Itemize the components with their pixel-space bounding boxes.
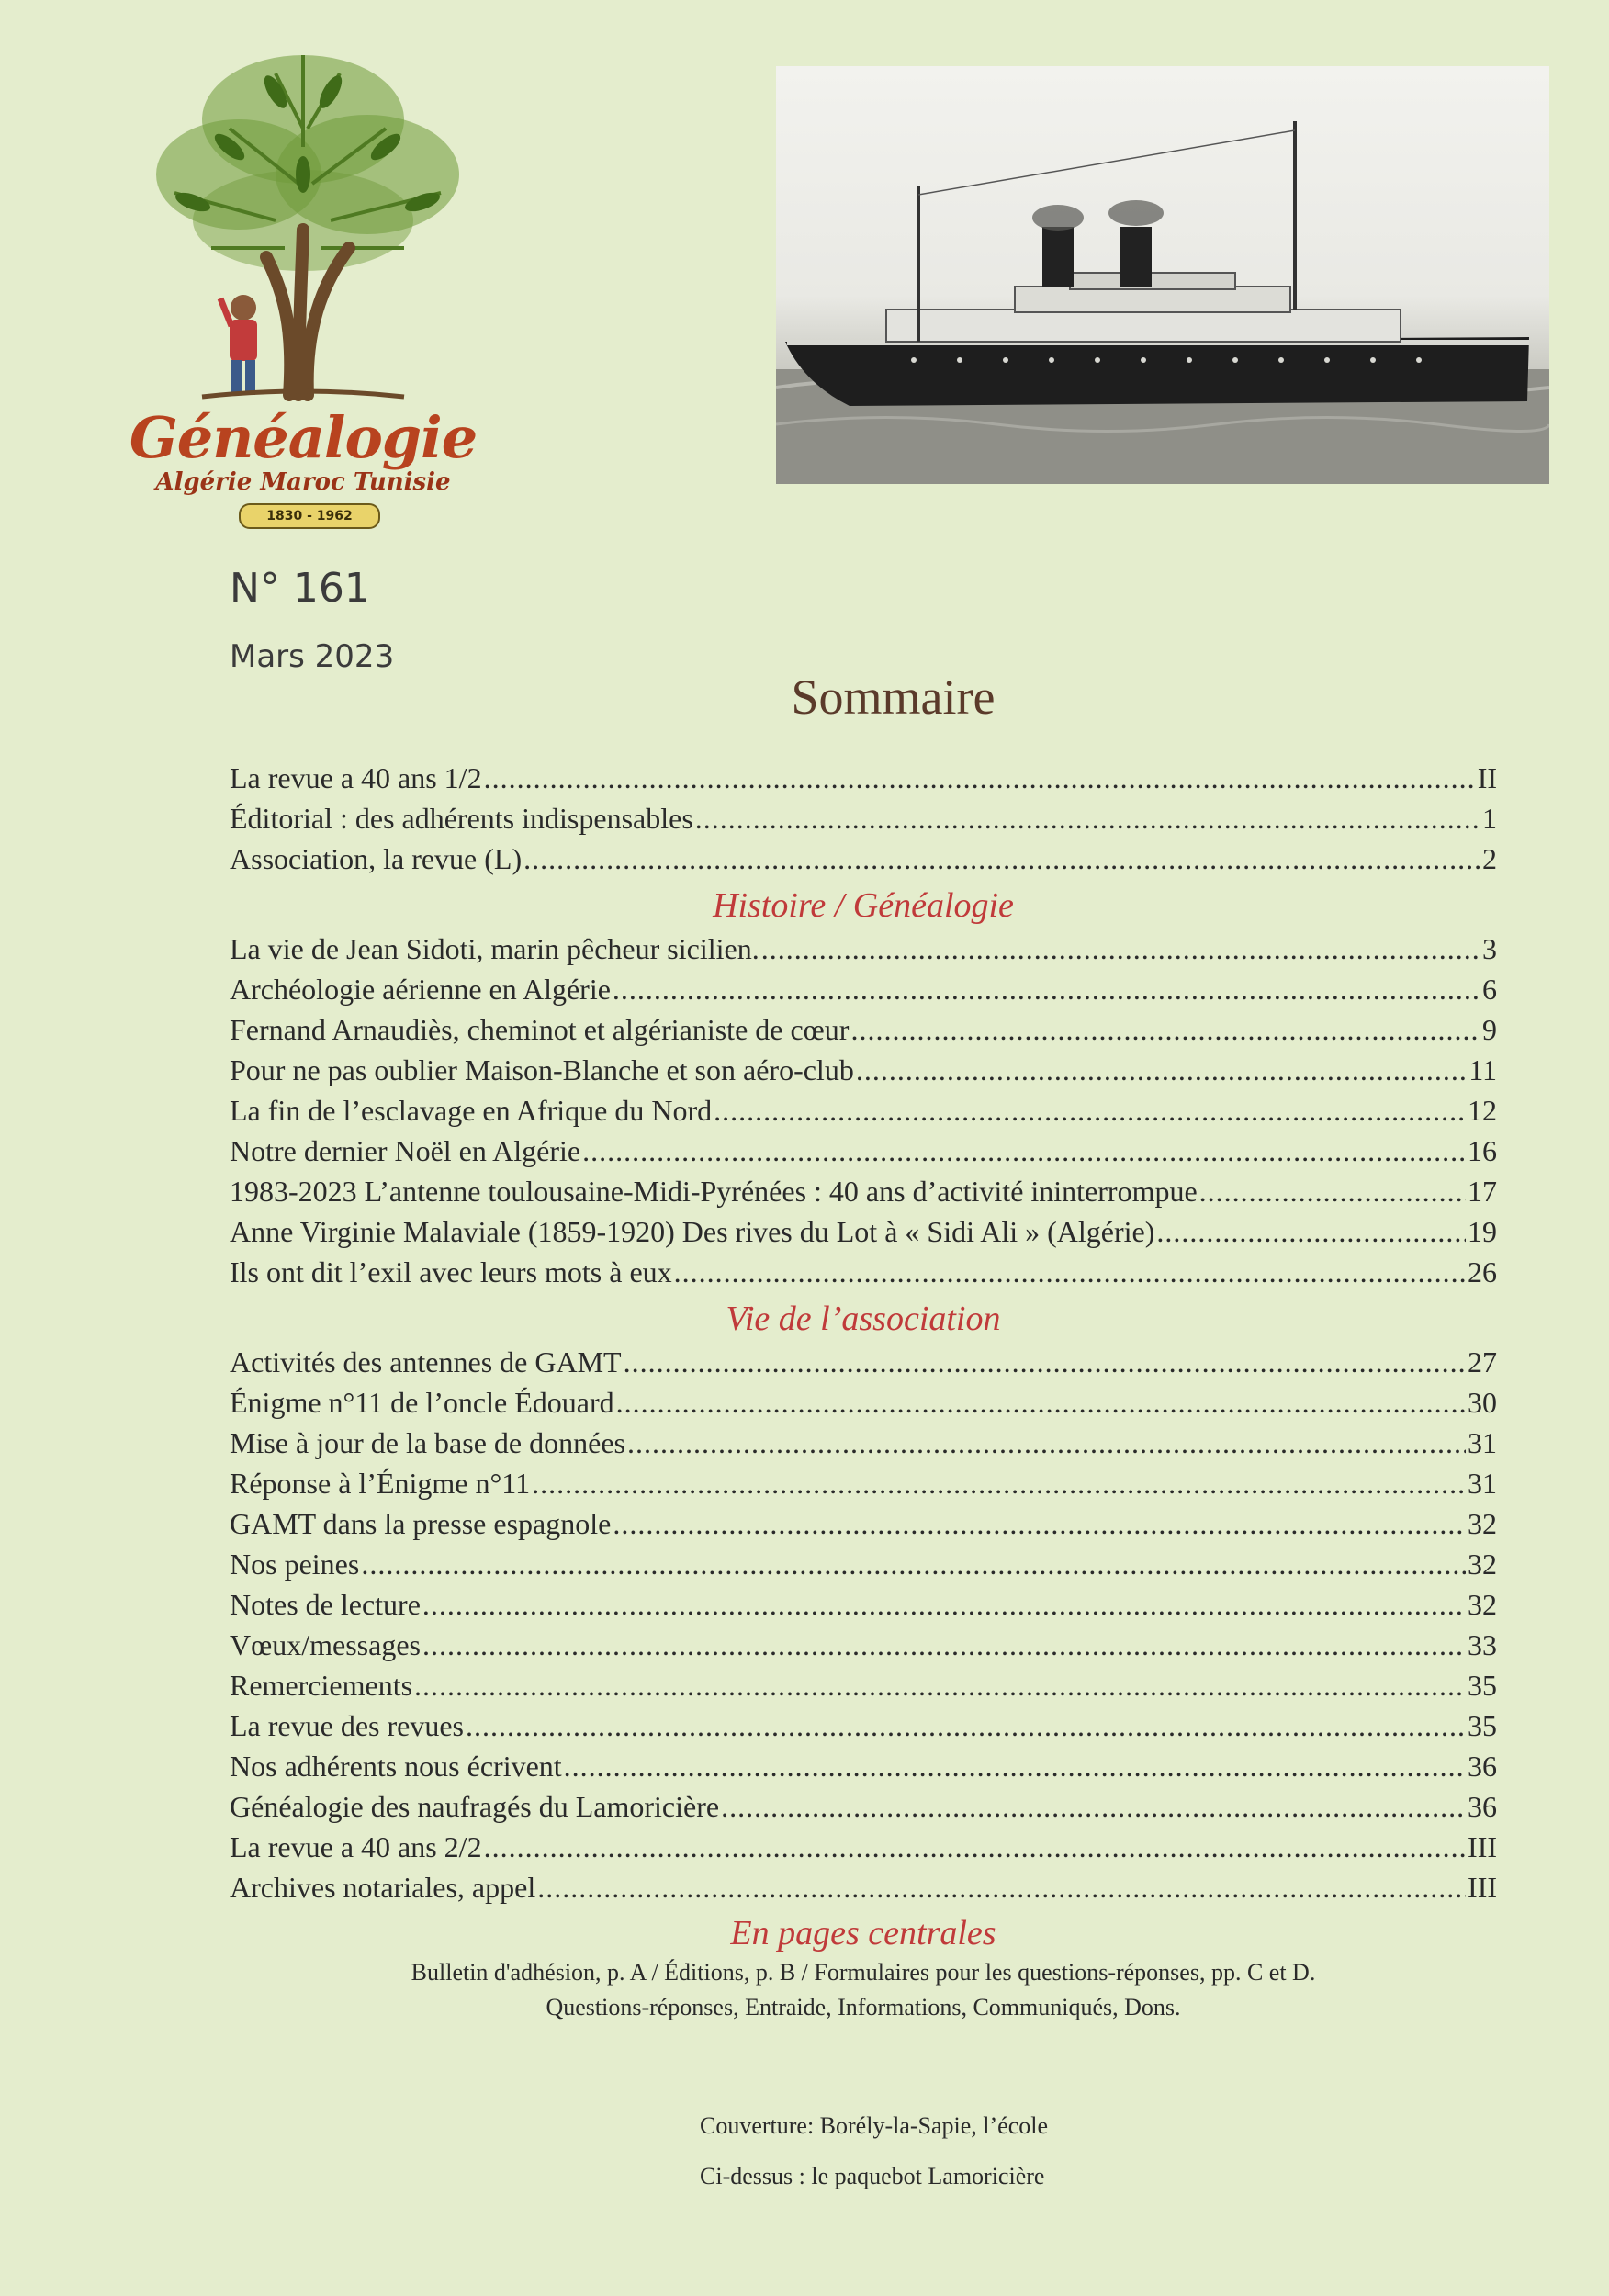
toc-entry-title: Fernand Arnaudiès, cheminot et algérianiste de cœur [230,1013,850,1046]
toc-entry-title: Généalogie des naufragés du Lamoricière [230,1790,720,1823]
toc-leader-dots [532,1463,1466,1503]
centrales-line-2: Questions-réponses, Entraide, Informations, Communiqués, Dons. [546,1994,1181,2020]
child-figure-icon [220,295,257,395]
toc-intro-list [230,758,1497,879]
toc-entry [230,1786,1497,1827]
toc-entry-title: Ils ont dit l’exil avec leurs mots à eux [230,1255,672,1289]
toc-entry-page: 3 [1482,932,1497,965]
toc-leader-dots [414,1665,1466,1705]
toc-entry [230,929,1497,969]
toc-entry [230,1342,1497,1382]
toc-entry-title: Archives notariales, appel [230,1871,536,1904]
toc-leader-dots [613,969,1480,1009]
toc-entry-title: La revue des revues [230,1709,464,1742]
toc-entry-page: 2 [1482,842,1497,875]
toc-leader-dots [616,1382,1466,1423]
toc-entry-title: La vie de Jean Sidoti, marin pêcheur sicilien. [230,932,759,965]
logo-years-banner: 1830 - 1962 [239,503,380,529]
toc-entry-title: Énigme n°11 de l’oncle Édouard [230,1386,614,1419]
toc-entry-page: 36 [1468,1750,1497,1783]
toc-entry-page: 17 [1468,1175,1497,1208]
toc-entry-title: Activités des antennes de GAMT [230,1345,622,1379]
toc-entry-page: 36 [1468,1790,1497,1823]
toc-entry [230,1009,1497,1050]
toc-entry-title: 1983-2023 L’antenne toulousaine-Midi-Pyrénées : 40 ans d’activité ininterrompue [230,1175,1198,1208]
toc-entry-title: Anne Virginie Malaviale (1859-1920) Des rives du Lot à « Sidi Ali » (Algérie) [230,1215,1155,1248]
ship-icon [776,66,1549,484]
toc-entry-title: Mise à jour de la base de données [230,1426,625,1459]
toc-leader-dots [537,1867,1466,1908]
toc-entry [230,1867,1497,1908]
toc-entry-page: 27 [1468,1345,1497,1379]
toc-entry-title: Réponse à l’Énigme n°11 [230,1467,531,1500]
toc-leader-dots [484,758,1476,798]
toc-entry-title: GAMT dans la presse espagnole [230,1507,612,1540]
toc-entry-title: La revue a 40 ans 2/2 [230,1830,482,1863]
section-heading-association: Vie de l’association [726,1300,1001,1338]
toc-entry [230,1090,1497,1131]
toc-leader-dots [613,1503,1466,1544]
toc-entry [230,1503,1497,1544]
toc-entry-page: 30 [1468,1386,1497,1419]
toc-leader-dots [627,1423,1466,1463]
toc-leader-dots [582,1131,1466,1171]
toc-entry-page: III [1468,1871,1497,1904]
toc-leader-dots [466,1705,1466,1746]
toc-entry-page: 32 [1468,1507,1497,1540]
toc-leader-dots [422,1625,1466,1665]
toc-entry-page: 12 [1468,1094,1497,1127]
toc-entry-page: 32 [1468,1588,1497,1621]
toc-entry-title: Association, la revue (L) [230,842,523,875]
toc-entry-title: La fin de l’esclavage en Afrique du Nord [230,1094,713,1127]
toc-entry [230,1211,1497,1252]
toc-entry [230,1665,1497,1705]
toc-entry [230,969,1497,1009]
issue-number: N° 161 [230,565,370,612]
toc-entry [230,798,1497,838]
toc-entry [230,1050,1497,1090]
toc-entry-title: Vœux/messages [230,1628,421,1661]
toc-entry-page: 19 [1468,1215,1497,1248]
table-of-contents [230,758,1497,2025]
toc-histoire-list [230,929,1497,1292]
ocean-liner-photo [776,66,1549,484]
section-heading-histoire: Histoire / Généalogie [713,886,1014,925]
toc-entry [230,758,1497,798]
issue-date: Mars 2023 [230,638,395,675]
centrales-line-1: Bulletin d'adhésion, p. A / Éditions, p. B / Formulaires pour les questions-réponses, pp. C et D. [411,1959,1316,1986]
olive-tree-icon [92,37,514,404]
sommaire-title: Sommaire [791,670,996,725]
toc-entry [230,838,1497,879]
toc-entry-title: Nos adhérents nous écrivent [230,1750,562,1783]
toc-entry-page: 11 [1468,1053,1497,1086]
toc-entry-title: Nos peines [230,1548,360,1581]
toc-leader-dots [721,1786,1466,1827]
logo-subtitle: Algérie Maroc Tunisie [155,468,451,496]
toc-entry-page: II [1477,761,1497,794]
toc-leader-dots [674,1252,1466,1292]
toc-entry [230,1584,1497,1625]
toc-entry-page: 31 [1468,1467,1497,1500]
toc-leader-dots [856,1050,1467,1090]
toc-leader-dots [523,838,1480,879]
toc-entry [230,1463,1497,1503]
toc-entry-title: Archéologie aérienne en Algérie [230,973,611,1006]
cover-caption: Couverture: Borély-la-Sapie, l’école [700,2112,1049,2139]
toc-leader-dots [564,1746,1466,1786]
toc-entry-page: 33 [1468,1628,1497,1661]
toc-entry [230,1746,1497,1786]
toc-entry [230,1705,1497,1746]
toc-leader-dots [624,1342,1466,1382]
toc-leader-dots [361,1544,1466,1584]
toc-leader-dots [714,1090,1466,1131]
toc-entry-title: Remerciements [230,1669,413,1702]
toc-entry [230,1544,1497,1584]
toc-leader-dots [484,1827,1466,1867]
toc-entry-page: 35 [1468,1709,1497,1742]
toc-entry-page: 26 [1468,1255,1497,1289]
toc-entry-title: Éditorial : des adhérents indispensables [230,802,693,835]
toc-leader-dots [1199,1171,1466,1211]
toc-entry-title: Notes de lecture [230,1588,421,1621]
toc-entry-page: 35 [1468,1669,1497,1702]
toc-entry-page: III [1468,1830,1497,1863]
toc-leader-dots [422,1584,1466,1625]
toc-entry [230,1423,1497,1463]
toc-entry [230,1131,1497,1171]
photo-caption: Ci-dessus : le paquebot Lamoricière [700,2163,1045,2189]
toc-entry-page: 9 [1482,1013,1497,1046]
toc-association-list [230,1342,1497,1908]
toc-entry-title: Notre dernier Noël en Algérie [230,1134,581,1167]
toc-entry [230,1382,1497,1423]
toc-leader-dots [695,798,1480,838]
toc-entry-title: Pour ne pas oublier Maison-Blanche et son aéro-club [230,1053,854,1086]
toc-entry-page: 32 [1468,1548,1497,1581]
toc-entry [230,1252,1497,1292]
toc-entry-page: 6 [1482,973,1497,1006]
toc-entry-page: 1 [1482,802,1497,835]
toc-leader-dots [1156,1211,1466,1252]
toc-entry [230,1625,1497,1665]
toc-entry-page: 16 [1468,1134,1497,1167]
logo-title: Généalogie [129,404,478,471]
toc-entry-title: La revue a 40 ans 1/2 [230,761,482,794]
toc-entry [230,1827,1497,1867]
section-heading-centrales: En pages centrales [730,1914,996,1953]
toc-leader-dots [761,929,1480,969]
genealogie-logo [92,37,514,551]
toc-entry-page: 31 [1468,1426,1497,1459]
toc-leader-dots [850,1009,1480,1050]
toc-entry [230,1171,1497,1211]
